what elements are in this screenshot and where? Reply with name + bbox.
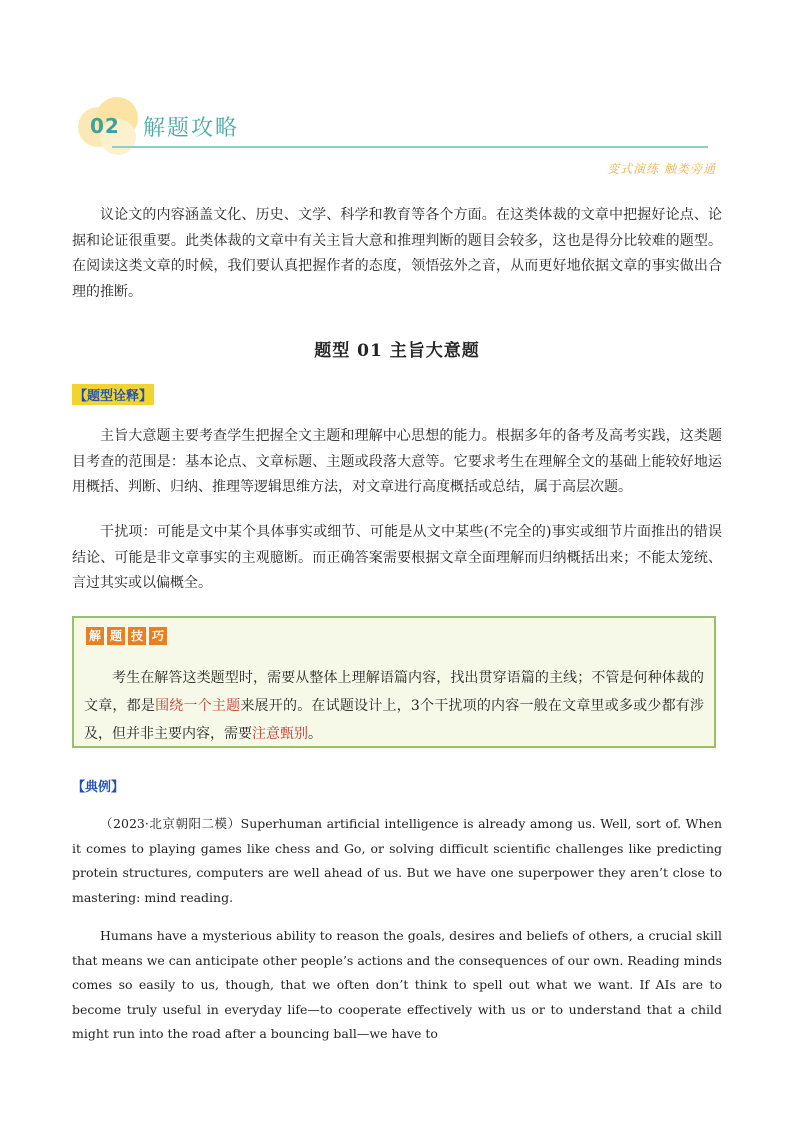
tip-text: [84, 664, 704, 748]
section-title-header: 解题攻略: [143, 116, 240, 141]
tip-text-segment: 。: [308, 726, 322, 742]
tip-highlight: 围绕一个主题: [155, 698, 241, 714]
explain-tag: 【题型诠释】: [72, 384, 154, 405]
example-paragraph-1: （2023·北京朝阳二模）Superhuman artificial intelligence is already among us. Well, sort of. When it comes to playing games like chess and Go, or solving difficult scientific challenges like predicting protein structures, computers are well ahead of us. But we have one superpower they aren’t close to mastering: mind reading.: [72, 816, 722, 905]
tip-text-segment: 考生在解答这类题型时，需要从整体上理解语篇内容，找出贯穿语篇的主线；不管是何种体裁的文章，都是: [84, 670, 704, 714]
tip-text-segment: 来展开的。在试题设计上，3个干扰项的内容一般在文章里或多或少都有涉及，但并非主要内容，需要: [84, 698, 705, 742]
example-paragraph-2: Humans have a mysterious ability to reason the goals, desires and beliefs of others, a crucial skill that means we can anticipate other people’s actions and the consequences of our own. Reading minds comes so easily to us, though, that we often don’t think to spell out what we want. If AIs are to become truly useful in everyday life—to cooperate effectively with us or to understand that a child might run into the road after a bouncing ball—we have to: [72, 928, 722, 1041]
tip-badge: 巧: [149, 627, 167, 645]
tip-badge: 题: [107, 627, 125, 645]
tip-badge: 解: [86, 627, 104, 645]
intro-paragraph: 议论文的内容涵盖文化、历史、文学、科学和教育等各个方面。在这类体裁的文章中把握好论点、论据和论证很重要。此类体裁的文章中有关主旨大意和推理判断的题目会较多，这也是得分比较难的题型。在阅读这类文章的时候，我们要认真把握作者的态度，领悟弦外之音，从而更好地依据文章的事实做出合理的推断。: [72, 207, 722, 300]
tip-badges: [86, 625, 170, 645]
question-type-title: 题型 01 主旨大意题: [314, 341, 480, 361]
header-motto: 变式演练 触类旁通: [607, 162, 716, 176]
distractor-paragraph: 干扰项：可能是文中某个具体事实或细节、可能是从文中某些(不完全的)事实或细节片面推出的错误结论、可能是非文章事实的主观臆断。而正确答案需要根据文章全面理解而归纳概括出来；不能太笼统、言过其实或以偏概全。: [72, 524, 722, 591]
tip-badge: 技: [128, 627, 146, 645]
tip-highlight: 注意甄别: [252, 726, 308, 742]
example-tag: 【典例】: [72, 780, 125, 795]
tip-box: [72, 616, 716, 748]
header-divider: [112, 146, 708, 148]
section-number: 02: [90, 114, 120, 138]
explain-paragraph: 主旨大意题主要考查学生把握全文主题和理解中心思想的能力。根据多年的备考及高考实践，这类题目考查的范围是：基本论点、文章标题、主题或段落大意等。它要求考生在理解全文的基础上能较好地运用概括、判断、归纳、推理等逻辑思维方法，对文章进行高度概括或总结，属于高层次题。: [72, 428, 722, 495]
section-header: [70, 95, 720, 165]
